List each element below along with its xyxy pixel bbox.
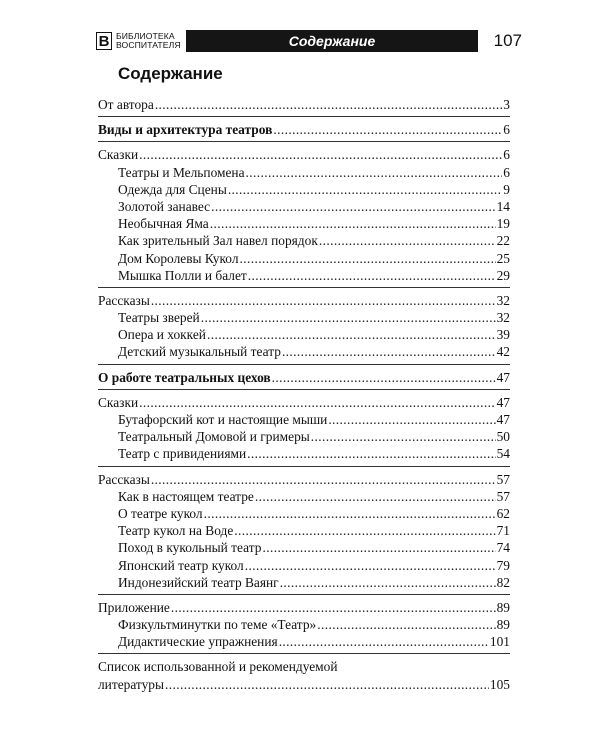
leader-dots	[282, 343, 496, 360]
toc-entry[interactable]	[98, 326, 510, 343]
toc-entry-label: Дидактические упражнения	[118, 634, 278, 650]
toc-entry-label: О театре кукол	[118, 505, 203, 521]
toc-part-1[interactable]	[98, 121, 510, 138]
toc-entry-page: 25	[496, 250, 510, 266]
toc-entry-page: 62	[496, 505, 510, 521]
leader-dots	[234, 522, 495, 539]
table-of-contents	[98, 96, 510, 693]
leader-dots	[204, 505, 496, 522]
leader-dots	[279, 633, 489, 650]
section-divider	[98, 653, 510, 654]
toc-entry-label: Виды и архитектура театров	[98, 122, 273, 138]
toc-section-stories-1[interactable]	[98, 292, 510, 309]
toc-entry-page: 42	[496, 344, 510, 360]
toc-entry-page: 105	[489, 676, 510, 692]
toc-part-2[interactable]	[98, 369, 510, 386]
leader-dots	[246, 164, 503, 181]
series-logo	[96, 30, 181, 52]
leader-dots	[139, 394, 495, 411]
toc-entry-page: 29	[496, 267, 510, 283]
toc-section-tales-1[interactable]	[98, 146, 510, 163]
toc-entry-label: Бутафорский кот и настоящие мыши	[118, 412, 328, 427]
leader-dots	[328, 411, 495, 428]
leader-dots	[280, 574, 496, 591]
leader-dots	[245, 557, 496, 574]
toc-entry-label: Как в настоящем театре	[118, 488, 254, 504]
toc-entry-page: 3	[503, 97, 510, 112]
toc-entry-page: 57	[496, 488, 510, 504]
leader-dots	[319, 232, 496, 249]
toc-entry-label: литературы	[98, 676, 164, 692]
toc-entry-page: 101	[489, 634, 510, 650]
series-logo-line2: ВОСПИТАТЕЛЯ	[116, 40, 181, 50]
toc-entry-page: 14	[496, 198, 510, 214]
toc-entry-label: Театральный Домовой и гримеры	[118, 429, 310, 445]
leader-dots	[228, 181, 502, 198]
toc-entry-page: 6	[503, 122, 510, 138]
leader-dots	[171, 599, 496, 616]
toc-entry-label: Индонезийский театр Ваянг	[118, 574, 279, 590]
toc-entry-label: Приложение	[98, 599, 170, 615]
leader-dots	[151, 292, 496, 309]
toc-entry-page: 47	[496, 412, 510, 427]
toc-entry-label: Опера и хоккей	[118, 327, 206, 343]
toc-entry[interactable]	[98, 198, 510, 215]
toc-entry-label: Поход в кукольный театр	[118, 540, 262, 556]
toc-entry-page: 9	[503, 181, 510, 197]
leader-dots	[273, 121, 502, 138]
section-divider	[98, 594, 510, 595]
toc-section-tales-2[interactable]	[98, 394, 510, 411]
toc-entry[interactable]	[98, 505, 510, 522]
toc-entry-label: Дом Королевы Кукол	[118, 250, 239, 266]
leader-dots	[255, 488, 496, 505]
toc-entry-label: Сказки	[98, 147, 139, 163]
toc-entry-author[interactable]	[98, 96, 510, 113]
toc-entry-label: Золотой занавес	[118, 198, 211, 214]
toc-entry[interactable]	[98, 522, 510, 539]
section-divider	[98, 364, 510, 365]
toc-entry-label: Театр кукол на Воде	[118, 523, 234, 539]
toc-entry[interactable]	[98, 445, 510, 462]
section-divider	[98, 141, 510, 142]
leader-dots	[240, 250, 496, 267]
toc-references[interactable]	[98, 676, 510, 693]
toc-section-appendix[interactable]	[98, 599, 510, 616]
toc-entry-page: 22	[496, 233, 510, 249]
toc-entry[interactable]	[98, 267, 510, 284]
toc-section-stories-2[interactable]	[98, 471, 510, 488]
leader-dots	[201, 309, 496, 326]
toc-entry-label: Необычная Яма	[118, 216, 209, 232]
toc-entry-page: 19	[496, 216, 510, 232]
toc-entry-label: Физкультминутки по теме «Театр»	[118, 617, 317, 633]
toc-entry-page: 74	[496, 540, 510, 556]
toc-entry-page: 71	[496, 523, 510, 539]
toc-entry-label: Театр с привидениями	[118, 446, 247, 462]
toc-entry[interactable]	[98, 539, 510, 556]
toc-entry-page: 6	[503, 147, 510, 163]
toc-entry-page: 57	[496, 471, 510, 487]
toc-entry-page: 39	[496, 327, 510, 343]
toc-entry[interactable]	[98, 309, 510, 326]
toc-entry-label: Театры зверей	[118, 310, 200, 326]
toc-entry[interactable]	[98, 343, 510, 360]
toc-entry-label: От автора	[98, 97, 154, 112]
toc-entry-label: Рассказы	[98, 292, 150, 308]
toc-entry-label: Сказки	[98, 394, 139, 410]
toc-entry-page: 79	[496, 557, 510, 573]
toc-entry-label: Рассказы	[98, 471, 150, 487]
toc-entry[interactable]	[98, 488, 510, 505]
section-divider	[98, 287, 510, 288]
leader-dots	[155, 96, 502, 113]
leader-dots	[210, 215, 496, 232]
toc-references-line1[interactable]: Список использованной и рекомендуемой	[98, 659, 338, 675]
toc-entry-page: 50	[496, 429, 510, 445]
toc-entry[interactable]	[98, 557, 510, 574]
section-title-bar: Содержание	[186, 30, 478, 52]
toc-entry[interactable]	[98, 411, 510, 428]
leader-dots	[151, 471, 496, 488]
toc-entry-page: 32	[496, 292, 510, 308]
series-logo-letter: B	[96, 32, 112, 50]
leader-dots	[317, 616, 495, 633]
leader-dots	[262, 539, 495, 556]
toc-entry-page: 54	[496, 446, 510, 462]
leader-dots	[165, 676, 489, 693]
toc-entry[interactable]	[98, 164, 510, 181]
running-header	[96, 30, 522, 52]
toc-entry[interactable]	[98, 181, 510, 198]
leader-dots	[211, 198, 495, 215]
toc-entry-page: 89	[496, 599, 510, 615]
leader-dots	[139, 146, 502, 163]
section-divider	[98, 116, 510, 117]
toc-entry-label: Как зрительный Зал навел порядок	[118, 233, 318, 249]
section-divider	[98, 389, 510, 390]
page-number: 107	[493, 31, 522, 50]
leader-dots	[311, 428, 496, 445]
leader-dots	[247, 445, 495, 462]
toc-entry-label: Одежда для Сцены	[118, 181, 227, 197]
toc-entry[interactable]	[98, 616, 510, 633]
leader-dots	[272, 369, 496, 386]
leader-dots	[207, 326, 496, 343]
page-title: Содержание	[118, 64, 223, 83]
toc-entry[interactable]	[98, 428, 510, 445]
series-logo-line1: БИБЛИОТЕКА	[116, 31, 175, 41]
toc-entry-label: Мышка Полли и балет	[118, 267, 247, 283]
toc-entry-page: 6	[503, 164, 510, 180]
toc-entry-page: 89	[496, 617, 510, 633]
toc-entry-label: Японский театр кукол	[118, 557, 244, 573]
toc-entry-page: 47	[496, 394, 510, 410]
section-divider	[98, 466, 510, 467]
leader-dots	[248, 267, 496, 284]
toc-entry-page: 47	[496, 369, 510, 385]
toc-entry-label: Детский музыкальный театр	[118, 344, 281, 360]
toc-entry-page: 82	[496, 574, 510, 590]
toc-entry-label: О работе театральных цехов	[98, 369, 271, 385]
toc-entry[interactable]	[98, 633, 510, 650]
toc-entry[interactable]	[98, 232, 510, 249]
toc-entry[interactable]	[98, 215, 510, 232]
toc-entry[interactable]	[98, 250, 510, 267]
toc-entry-page: 32	[496, 310, 510, 326]
toc-entry-label: Театры и Мельпомена	[118, 164, 245, 180]
toc-entry[interactable]	[98, 574, 510, 591]
